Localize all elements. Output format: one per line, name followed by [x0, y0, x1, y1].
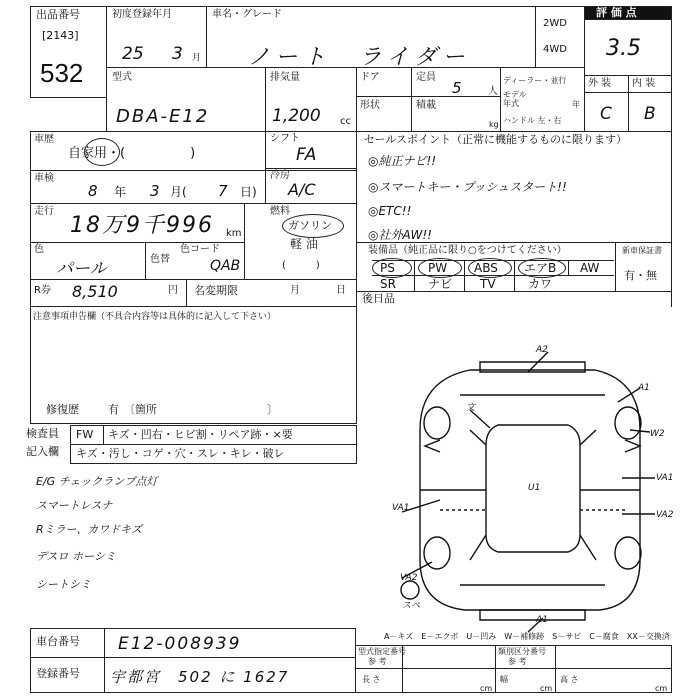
- mileage-unit: km: [226, 228, 242, 239]
- mark-va2-r: VA2: [656, 510, 674, 520]
- recycle-label: R券: [34, 285, 51, 296]
- seat-label: 後日品: [362, 292, 395, 305]
- history-circle: [84, 138, 120, 166]
- reg-value: 宇都宮 502 に 1627: [110, 668, 290, 686]
- history-value: 自家用・( ): [68, 146, 196, 161]
- load-label: 積載: [416, 100, 436, 111]
- chassis-label: 車台番号: [36, 635, 80, 648]
- reg-label: 登録番号: [36, 667, 80, 680]
- width-label: 幅: [500, 675, 508, 684]
- shape-label: 形状: [360, 100, 380, 111]
- sales-title: セールスポイント（正常に機能するものに限ります）: [364, 133, 628, 146]
- handwritten-note-4: デスロ ホーシミ: [36, 550, 116, 563]
- color-code-value: QAB: [210, 258, 241, 274]
- handwritten-note-1: E/G チェックランプ点灯: [36, 475, 158, 488]
- mark-line-va2-l: [402, 562, 432, 578]
- inspection-year-unit: 年: [114, 185, 127, 199]
- displacement-label: 排気量: [270, 72, 300, 83]
- lot-code: [2143]: [42, 29, 79, 42]
- ac-label: 冷房: [270, 170, 290, 181]
- color-change-divider: [145, 242, 146, 280]
- inspection-label: 車検: [34, 173, 54, 184]
- model-year-label: モデル 年式: [503, 90, 527, 108]
- inspection-month-unit: 月(: [170, 185, 187, 199]
- mark-a1: A1: [638, 383, 650, 393]
- ext-int-hline: [584, 92, 672, 93]
- equip-tv: TV: [480, 277, 496, 291]
- mark-line-w2: [630, 430, 650, 432]
- mark-va1-l: VA1: [392, 503, 410, 513]
- model-name: ノート ライダー: [248, 45, 471, 70]
- mileage-label: 走行: [34, 206, 54, 217]
- equip-circle-airbag: [518, 258, 566, 278]
- sales-item-4: ◎社外AW!!: [368, 228, 432, 242]
- height-label: 高 さ: [560, 675, 579, 684]
- drive-4wd: 4WD: [543, 44, 567, 55]
- warranty-value: 有・無: [624, 269, 657, 282]
- recycle-value: 8,510: [72, 282, 118, 301]
- fuel-other: ( ): [282, 260, 320, 271]
- type-value: DBA-E12: [116, 106, 210, 127]
- deadline-month: 月: [290, 285, 300, 296]
- recycle-divider: [186, 279, 187, 307]
- mark-spare: スペ: [402, 601, 421, 611]
- mark-line-a1-b: [528, 618, 543, 632]
- dealer-label: ディーラー・並行: [503, 76, 567, 85]
- equip-vline-3: [514, 260, 515, 291]
- repair-has: 有: [108, 403, 119, 416]
- codes-row2: キズ・汚し・コゲ・穴・スレ・キレ・破レ: [76, 447, 285, 460]
- inspection-day-unit: 日): [240, 185, 257, 199]
- model-year-unit: 年: [572, 100, 580, 109]
- chassis-value: E12-008939: [118, 634, 242, 654]
- sales-item-3: ◎ETC!!: [368, 204, 412, 218]
- model-spec-ref: 参 考: [368, 657, 387, 666]
- inspection-month: 3: [150, 182, 160, 200]
- first-reg-label: 初度登録年月: [112, 9, 172, 20]
- handwritten-note-2: スマートレスナ: [36, 499, 113, 512]
- mark-a2: A2: [536, 345, 548, 355]
- ext-int-divider: [628, 75, 629, 132]
- load-unit: kg: [489, 120, 499, 129]
- lot-label: 出品番号: [36, 8, 80, 21]
- drive-2wd: 2WD: [543, 18, 567, 29]
- mirror-left: [425, 440, 440, 452]
- capacity-value: 5: [452, 79, 462, 97]
- doors-label: ドア: [360, 72, 380, 83]
- mileage-value: 18万9千996: [70, 213, 214, 238]
- color-label: 色: [34, 244, 44, 255]
- mark-a1-b: A1: [536, 615, 548, 625]
- first-reg-year: 25: [122, 44, 144, 64]
- handwritten-note-3: Rミラー、カワドキズ: [36, 523, 142, 536]
- chassis-divider: [104, 628, 105, 658]
- capacity-label: 定員: [416, 72, 436, 83]
- spare-wheel: [401, 581, 419, 599]
- category-label: 類別区分番号: [498, 647, 546, 656]
- color-change-label: 色替: [150, 254, 170, 265]
- equip-navi: ナビ: [428, 277, 453, 291]
- deadline-label: 名変期限: [194, 284, 238, 297]
- first-reg-month-unit: 月: [192, 53, 202, 63]
- exterior-grade: C: [600, 104, 612, 124]
- equip-circle-abs: [468, 258, 512, 278]
- damage-legend: A－キズ E－エクボ U－凹み W－補修跡 S－サビ C－腐食 XX－交換済: [384, 632, 670, 641]
- inspector-label-2: 記入欄: [26, 445, 59, 458]
- shift-value: FA: [296, 145, 317, 165]
- history-label: 車歴: [34, 134, 54, 145]
- equip-pw: PW: [428, 261, 448, 275]
- pillar-lines: [470, 430, 596, 560]
- width-cm: cm: [540, 684, 553, 693]
- spec-vline-2: [495, 645, 496, 693]
- interior-label: 内 装: [632, 78, 656, 89]
- equip-leather: カワ: [528, 277, 553, 291]
- sales-item-2: ◎スマートキー・プッシュスタート!!: [368, 180, 567, 194]
- codes-row1: キズ・凹右・ヒビ割・リペア跡・×要: [108, 428, 293, 441]
- color-code-label: 色コード: [180, 244, 220, 255]
- notes-title: 注意事項申告欄（不具合内容等は具体的に記入して下さい）: [33, 312, 277, 322]
- mark-va2-l: VA2: [400, 573, 418, 583]
- recycle-unit: 円: [168, 285, 178, 296]
- length-cm: cm: [480, 684, 493, 693]
- length-label: 長 さ: [362, 675, 381, 684]
- seat-box: [356, 291, 672, 307]
- mark-w2: W2: [650, 429, 665, 439]
- wheel-rr: [615, 537, 641, 569]
- fuel-diesel: 軽 油: [290, 237, 318, 251]
- exterior-label: 外 装: [588, 78, 612, 89]
- rear-bumper: [480, 610, 585, 620]
- equipment-title: 装備品（純正品に限り○をつけてください）: [368, 245, 567, 256]
- fuel-circle: [282, 214, 344, 238]
- fuel-label: 燃料: [270, 206, 290, 217]
- mirror-right: [625, 440, 640, 452]
- equip-aw: AW: [580, 261, 600, 275]
- model-spec-label: 型式指定番号: [358, 647, 406, 656]
- inspection-year: 8: [88, 182, 98, 200]
- fw-text: FW: [76, 428, 94, 441]
- equip-vline-2: [464, 260, 465, 291]
- inspector-label-1: 検査員: [26, 427, 59, 440]
- shift-label: シフト: [270, 133, 300, 144]
- roof-outline: [486, 425, 580, 552]
- displacement-value: 1,200: [272, 106, 321, 126]
- mark-line-va1-l: [402, 500, 440, 512]
- displacement-unit: cc: [340, 116, 351, 127]
- inspection-day: 7: [218, 182, 228, 200]
- category-ref: 参 考: [508, 657, 527, 666]
- fuel-gasoline: ガソリン: [288, 219, 332, 232]
- first-reg-month: 3: [172, 44, 183, 64]
- equip-ps: PS: [380, 261, 395, 275]
- repair-places: 〔箇所 〕: [124, 403, 278, 416]
- handle-label: ハンドル 左・右: [503, 116, 562, 125]
- equip-abs: ABS: [474, 261, 498, 275]
- ac-value: A/C: [288, 180, 316, 199]
- lot-number: 532: [40, 58, 84, 88]
- equip-airbag: エアB: [524, 261, 557, 275]
- mark-va1-r: VA1: [656, 473, 674, 483]
- mark-u1: U1: [528, 483, 541, 493]
- model-name-label: 車名・グレード: [212, 9, 282, 20]
- equip-vline-4: [568, 260, 569, 276]
- color-value: パール: [56, 259, 107, 279]
- sales-item-1: ◎純正ナビ!!: [368, 154, 437, 168]
- interior-grade: B: [644, 104, 656, 124]
- deadline-day: 日: [336, 285, 346, 296]
- equip-circle-pw: [418, 258, 462, 278]
- type-label: 型式: [112, 72, 132, 83]
- reg-divider: [104, 657, 105, 693]
- equip-vline-1: [414, 260, 415, 291]
- score-label: 評 価 点: [596, 6, 637, 19]
- drive-box: [535, 6, 585, 68]
- equip-sr: SR: [380, 277, 396, 291]
- warranty-label: 新車保証書: [622, 246, 662, 255]
- height-cm: cm: [655, 684, 668, 693]
- handwritten-note-5: シートシミ: [36, 578, 91, 591]
- mark-bun: 文: [466, 403, 476, 413]
- score-value: 3.5: [606, 36, 641, 61]
- capacity-unit: 人: [488, 86, 498, 97]
- repair-label: 修復歴: [46, 403, 79, 416]
- wheel-rl: [424, 537, 450, 569]
- equip-circle-ps: [372, 258, 412, 278]
- spec-vline-3: [555, 645, 556, 693]
